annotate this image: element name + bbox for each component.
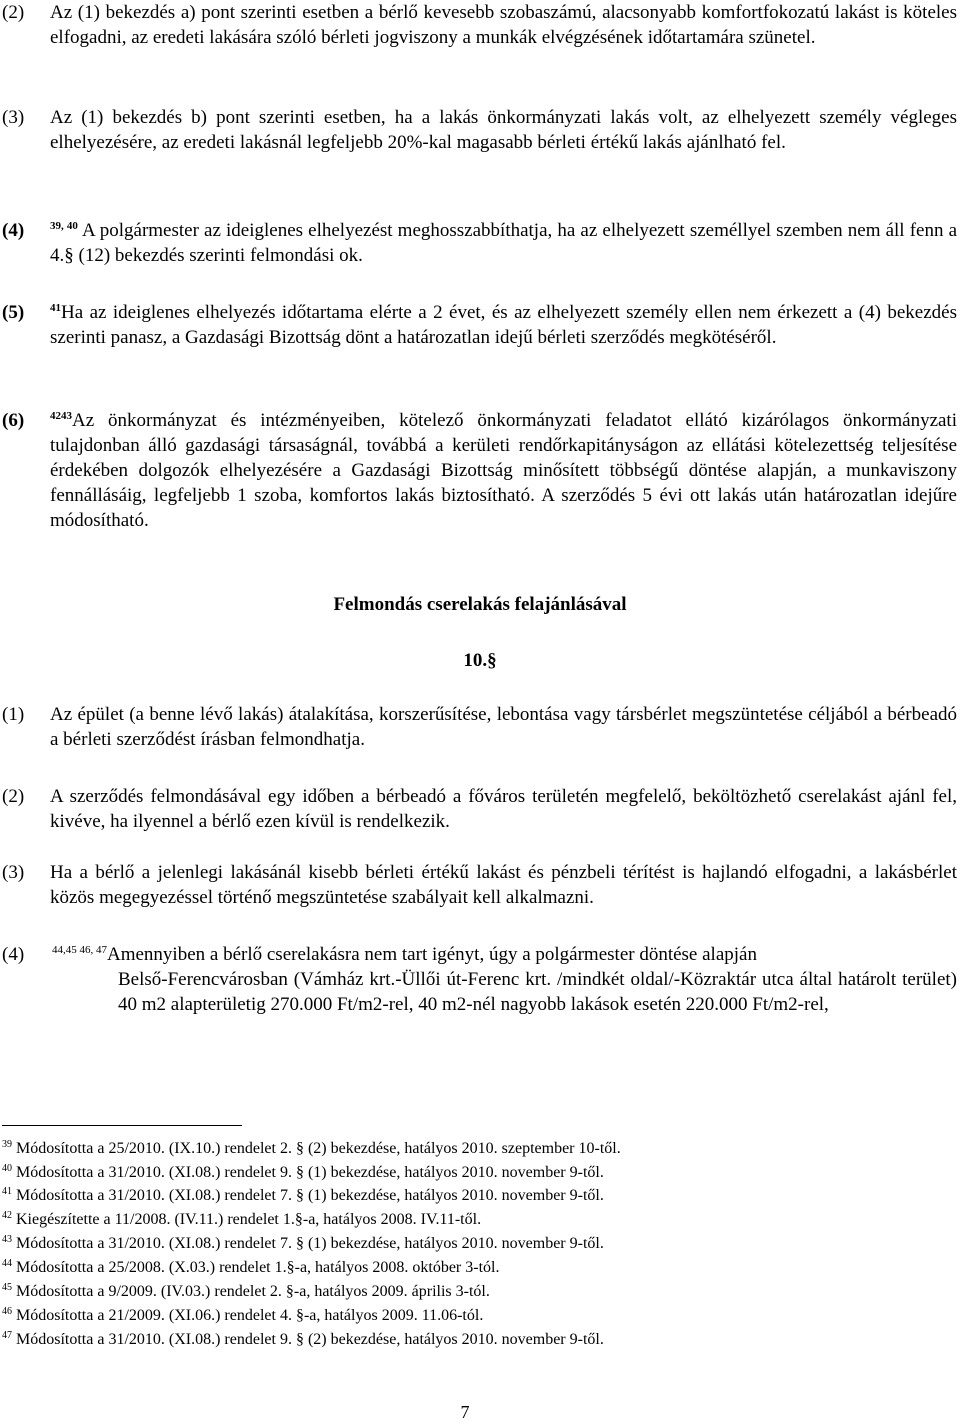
paragraph-text (50, 300, 957, 350)
paragraph-text: A szerződés felmondásával egy időben a bérbeadó a főváros területén megfelelő, beköltözhető cserelakást ajánl fel, kivéve, ha ilyennel a bérlő ezen kívül is rendelkezik. (50, 786, 957, 832)
footnote-text: Módosította a 21/2009. (XI.06.) rendelet 4. §-a, hatályos 2009. 11.06-tól. (12, 1307, 484, 1324)
paragraph-text: Az (1) bekezdés b) pont szerinti esetben, ha a lakás önkormányzati lakás volt, az elhelyezett személy végleges elhelyezésére, az eredeti lakásnál legfeljebb 20%-kal magasabb bérleti értékű lakás ajánlható fel. (50, 107, 957, 153)
footnote (2, 1139, 621, 1159)
footnote-text: Módosította a 25/2010. (IX.10.) rendelet 2. § (2) bekezdése, hatályos 2010. szeptember 10-től. (12, 1140, 621, 1157)
footnote-separator (2, 1125, 242, 1126)
paragraph-first-line (52, 942, 757, 967)
paragraph-text: Az (1) bekezdés a) pont szerinti esetben a bérlő kevesebb szobaszámú, alacsonyabb komfortfokozatú lakást is köteles elfogadni, az eredeti lakására szóló bérleti jogviszony a munkák elvégzésének időtartamára szünetel. (50, 2, 957, 48)
footnote-number: 39 (2, 1139, 12, 1150)
paragraph-10-2 (2, 784, 957, 834)
paragraph-10-3 (2, 860, 957, 910)
paragraph-2 (2, 0, 957, 75)
footnote-ref: 39, 40 (50, 220, 78, 232)
paragraph-10-1 (2, 702, 957, 752)
footnote-text: Módosította a 31/2010. (XI.08.) rendelet 7. § (1) bekezdése, hatályos 2010. november 9-től. (12, 1187, 604, 1204)
footnote-number: 46 (2, 1306, 12, 1317)
footnote-ref: 44,45 46, 47 (52, 944, 107, 956)
footnote-number: 40 (2, 1163, 12, 1174)
footnote-text: Módosította a 31/2010. (XI.08.) rendelet 9. § (2) bekezdése, hatályos 2010. november 9-től. (12, 1331, 604, 1348)
paragraph-number: (3) (2, 862, 25, 883)
paragraph-text (50, 408, 957, 533)
footnote-text: Módosította a 9/2009. (IV.03.) rendelet 2. §-a, hatályos 2009. április 3-tól. (12, 1283, 490, 1300)
paragraph-text: Ha a bérlő a jelenlegi lakásánál kisebb bérleti értékű lakást és pénzbeli térítést is hajlandó elfogadni, a lakásbérlet közös megegyezéssel történő megszüntetése szabályait kell alkalmazni. (50, 862, 957, 908)
paragraph-number: (1) (2, 704, 25, 725)
footnote-text: Kiegészítette a 11/2008. (IV.11.) rendelet 1.§-a, hatályos 2008. IV.11-től. (12, 1211, 482, 1228)
footnote (2, 1163, 604, 1183)
paragraph-text: Az épület (a benne lévő lakás) átalakítása, korszerűsítése, lebontása vagy társbérlet megszüntetése céljából a bérbeadó a bérleti szerződést írásban felmondhatja. (50, 704, 957, 750)
paragraph-10-4 (2, 942, 957, 1042)
footnote-ref: 4243 (50, 410, 72, 422)
paragraph-number: (2) (2, 786, 25, 807)
paragraph-number: (5) (2, 302, 25, 323)
paragraph-body: Amennyiben a bérlő cserelakásra nem tart igényt, úgy a polgármester döntése alapján (107, 944, 757, 965)
footnote-number: 42 (2, 1210, 12, 1221)
paragraph-body: Az önkormányzat és intézményeiben, kötelező önkormányzati feladatot ellátó kizárólagos önkormányzati tulajdonban álló gazdasági társaságnál, továbbá a kerületi rendőrkapitányságon az ellátási kötelezettség teljesítése érdekében dolgozók elhelyezésére a Gazdasági Bizottság minősített többségű döntése alapján, a munkaviszony fennállásáig, legfeljebb 1 szoba, komfortos lakás biztosítható. A szerződés 5 évi ott lakás után határozatlan idejűre módosítható. (50, 410, 957, 531)
paragraph-rest: Belső-Ferencvárosban (Vámház krt.-Üllői út-Ferenc krt. /mindkét oldal/-Közraktár utca által határolt terület) 40 m2 alapterületig 270.000 Ft/m2-rel, 40 m2-nél nagyobb lakások esetén 220.000 Ft/m2-rel, (118, 969, 957, 1015)
paragraph-body: A polgármester az ideiglenes elhelyezést meghosszabbíthatja, ha az elhelyezett személlyel szemben nem áll fenn a 4.§ (12) bekezdés szerinti felmondási ok. (50, 220, 958, 266)
paragraph-number: (3) (2, 107, 25, 128)
footnote-ref: 41 (50, 302, 61, 314)
page-number: 7 (460, 1402, 470, 1422)
footnote (2, 1306, 483, 1326)
paragraph-4 (2, 218, 957, 268)
footnote-number: 47 (2, 1330, 12, 1341)
footnote (2, 1282, 490, 1302)
footnote (2, 1210, 481, 1230)
footnote-text: Módosította a 31/2010. (XI.08.) rendelet 7. § (1) bekezdése, hatályos 2010. november 9-től. (12, 1235, 604, 1252)
paragraph-number: (2) (2, 2, 25, 23)
paragraph-5 (2, 300, 957, 375)
paragraph-6 (2, 408, 957, 533)
footnote (2, 1234, 604, 1254)
section-title: Felmondás cserelakás felajánlásával (333, 594, 627, 615)
section-number: 10.§ (463, 650, 497, 671)
footnote-number: 45 (2, 1282, 12, 1293)
paragraph-number: (4) (2, 220, 25, 241)
footnote-number: 43 (2, 1234, 12, 1245)
paragraph-number: (4) (2, 944, 25, 965)
footnote-text: Módosította a 31/2010. (XI.08.) rendelet 9. § (1) bekezdése, hatályos 2010. november 9-től. (12, 1164, 604, 1181)
footnote-text: Módosította a 25/2008. (X.03.) rendelet 1.§-a, hatályos 2008. október 3-tól. (12, 1259, 500, 1276)
footnote-number: 41 (2, 1186, 12, 1197)
paragraph-3 (2, 105, 957, 180)
footnote (2, 1186, 604, 1206)
footnote (2, 1330, 604, 1350)
paragraph-body: Ha az ideiglenes elhelyezés időtartama elérte a 2 évet, és az elhelyezett személy ellen nem érkezett a (4) bekezdés szerinti panasz, a Gazdasági Bizottság dönt a határozatlan idejű bérleti szerződés megkötéséről. (50, 302, 957, 348)
footnote-number: 44 (2, 1258, 12, 1269)
paragraph-number: (6) (2, 410, 25, 431)
paragraph-text (50, 218, 957, 268)
footnote (2, 1258, 499, 1278)
